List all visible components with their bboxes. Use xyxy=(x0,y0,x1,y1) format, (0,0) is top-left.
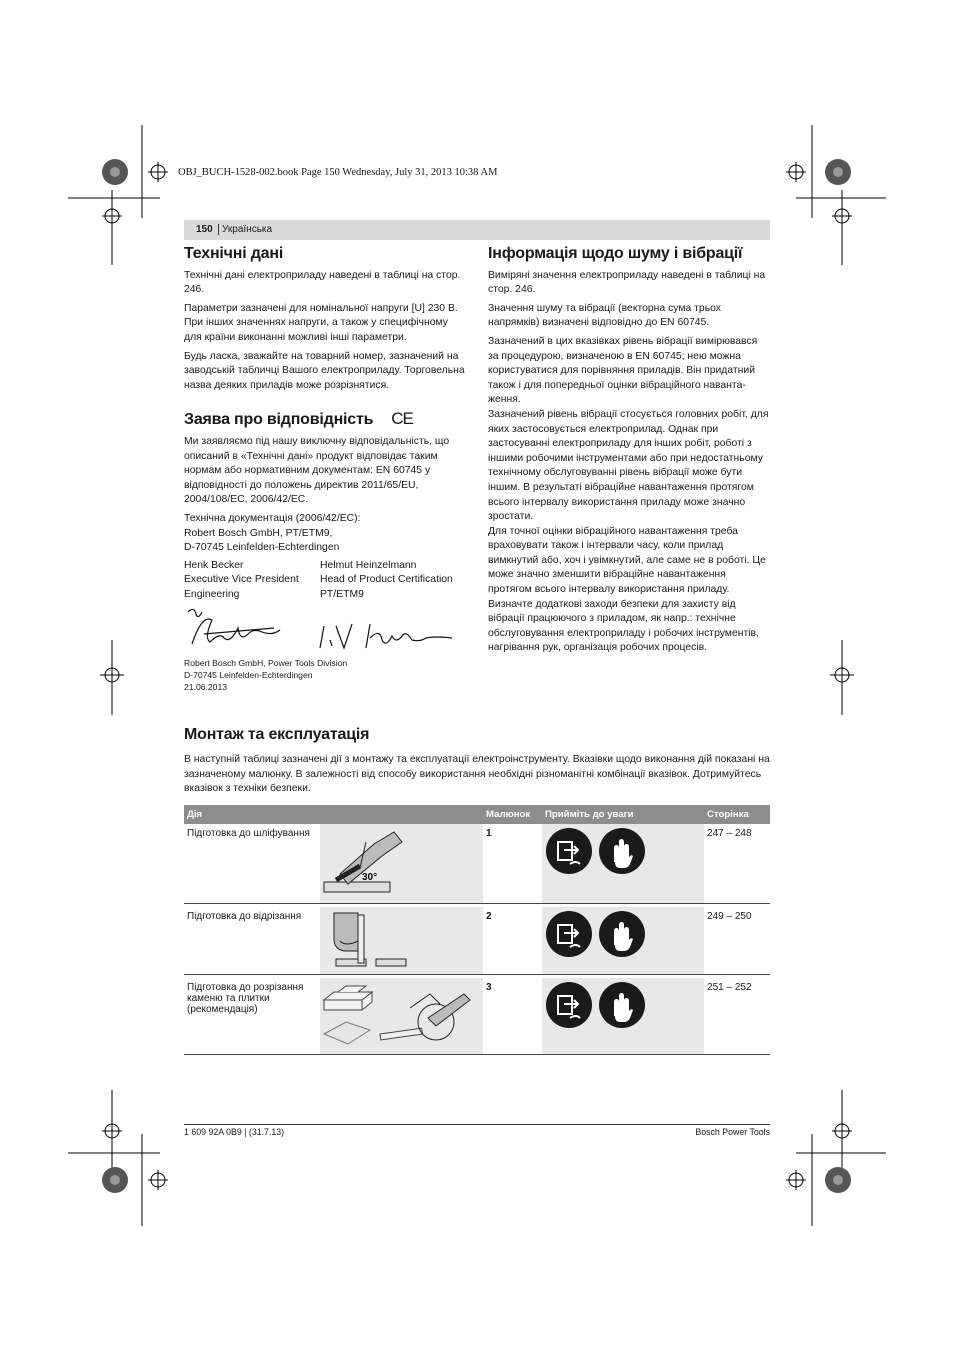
assembly-section xyxy=(184,726,770,1055)
gloves-icon xyxy=(599,911,645,957)
company-line: Robert Bosch GmbH, Power Tools Division xyxy=(184,658,348,669)
signatures-image xyxy=(184,604,466,656)
signer-line: Executive Vice President xyxy=(184,574,299,586)
conformity-paragraph: Ми заявляємо під нашу виключну відповідальність, що описаний в «Технічні дані» продукт відповідає таким нормам або нормативним документам: EN 60745 у відповідності до положень директив 2011/65/EU, 2004/108/EC, 2006/42/EC. xyxy=(184,435,450,506)
page-range-cell: 251 – 252 xyxy=(704,978,770,1055)
page-number: 150 xyxy=(196,224,213,235)
company-line: 21.06.2013 xyxy=(184,682,228,693)
tech-documentation xyxy=(184,512,466,556)
footer-right: Bosch Power Tools xyxy=(695,1127,770,1137)
gloves-icon xyxy=(599,828,645,874)
note-icons-cell xyxy=(542,907,652,975)
noise-paragraph: Зазначений рівень вібрації стосується головних робіт, для яких застосовується електроприлад. Однак при застосуванні електроприладу для інших робіт, роботі з іншими робочими інструментами або при недостатньому технічному обслуговуванні рівень вібрації може бути іншим. В результаті вібраційне навантаження протягом всього інтервалу використання приладу може значно зростати. xyxy=(488,408,769,523)
angle-label: 30° xyxy=(362,871,378,883)
gloves-icon xyxy=(599,982,645,1028)
actions-table xyxy=(184,805,770,1055)
tech-doc-line: Robert Bosch GmbH, PT/ETM9, xyxy=(184,527,333,539)
signer-line: Engineering xyxy=(184,588,240,600)
tech-doc-line: D-70745 Leinfelden-Echterdingen xyxy=(184,542,340,554)
unplug-icon xyxy=(546,911,592,957)
noise-paragraph: Зазначений в цих вказівках рівень вібрації вимірювався за процедурою, визначеною в EN 60745; нею можна користуватися для порівняння приладів. Він придатний також і для попередньої оцінки вібраційного наванта-ження. xyxy=(488,335,758,406)
unplug-icon xyxy=(546,982,592,1028)
column-header-action: Дія xyxy=(184,805,483,824)
signer-line: Henk Becker xyxy=(184,559,244,571)
conformity-heading xyxy=(184,409,466,429)
column-header-figure: Малюнок xyxy=(483,805,542,824)
assembly-intro: В наступній таблиці зазначені дії з монтажу та експлуатації електроінструменту. Вказівки щодо виконання дій показані на зазначеному малюнку. В залежності від способу використання необхідні різноманітні комбінації вказівок. Дотримуйтесь вказівок з техніки безпеки. xyxy=(184,754,770,795)
footer-left: 1 609 92A 0B9 | (31.7.13) xyxy=(184,1127,285,1137)
conformity-title: Заява про відповідність xyxy=(184,411,374,429)
page-range-cell: 247 – 248 xyxy=(704,824,770,904)
figure-number-cell: 1 xyxy=(483,824,542,904)
signer-line: Head of Product Certification xyxy=(320,574,453,586)
print-info: OBJ_BUCH-1528-002.book Page 150 Wednesday, July 31, 2013 10:38 AM xyxy=(178,167,498,178)
signer-line: PT/ETM9 xyxy=(320,588,364,600)
column-header-note: Прийміть до уваги xyxy=(542,805,704,824)
figure-number-cell: 2 xyxy=(483,907,542,975)
table-header-row xyxy=(184,805,770,824)
tech-data-paragraph: Параметри зазначені для номінальної напруги [U] 230 В. При інших значеннях напруги, а також у специфічному для країни виконанні можливі інші параметри. xyxy=(184,302,458,343)
noise-paragraph: Визначте додаткові заходи безпеки для захисту від вібрації працюючого з приладом, як напр.: технічне обслуговування електроприладу і робочих інструментів, нагрівання рук, організація робочих процесів. xyxy=(488,598,759,654)
signer-left xyxy=(184,559,320,603)
header-language: Українська xyxy=(218,224,272,235)
grinding-illustration xyxy=(320,824,480,900)
right-column xyxy=(488,247,770,660)
signer-line: Helmut Heinzelmann xyxy=(320,559,417,571)
tech-doc-line: Технічна документація (2006/42/EC): xyxy=(184,512,361,524)
note-spacer-cell xyxy=(652,824,704,904)
note-icons-cell xyxy=(542,978,652,1055)
company-block xyxy=(184,658,466,693)
figure-number-cell: 3 xyxy=(483,978,542,1055)
page-range-cell: 249 – 250 xyxy=(704,907,770,975)
figure-illustration-cell xyxy=(320,824,483,904)
ce-mark: CE xyxy=(391,409,413,429)
column-header-page: Сторінка xyxy=(704,805,770,824)
cutting-illustration xyxy=(320,907,480,971)
figure-illustration-cell xyxy=(320,907,483,975)
tech-data-heading: Технічні дані xyxy=(184,245,284,262)
page-header xyxy=(184,220,770,240)
footer-rule xyxy=(184,1124,770,1125)
assembly-heading: Монтаж та експлуатація xyxy=(184,726,370,743)
company-line: D-70745 Leinfelden-Echterdingen xyxy=(184,670,313,681)
action-cell: Підготовка до шліфування xyxy=(184,824,320,904)
noise-paragraph: Для точної оцінки вібраційного навантаження треба враховувати також і інтервали часу, коли прилад вимкнутий або, хоч і увімкнутий, але саме не в роботі. Це може значно зменшити вібраційне навантаження протягом всього інтервалу використання приладу. xyxy=(488,525,766,596)
tech-data-paragraph: Технічні дані електроприладу наведені в таблиці на стор. 246. xyxy=(184,269,461,296)
figure-illustration-cell xyxy=(320,978,483,1055)
table-row xyxy=(184,824,770,904)
note-spacer-cell xyxy=(652,978,704,1055)
signers xyxy=(184,559,466,603)
stone-cutting-illustration xyxy=(320,978,480,1051)
unplug-icon xyxy=(546,828,592,874)
table-row xyxy=(184,978,770,1055)
noise-paragraph: Виміряні значення електроприладу наведені в таблиці на стор. 246. xyxy=(488,269,766,296)
note-icons-cell xyxy=(542,824,652,904)
noise-heading: Інформація щодо шуму і вібрації xyxy=(488,245,743,262)
signer-right xyxy=(320,559,453,603)
noise-paragraph: Значення шуму та вібрації (векторна сума трьох напрямків) визначені відповідно до EN 60745. xyxy=(488,302,721,329)
note-spacer-cell xyxy=(652,907,704,975)
left-column xyxy=(184,247,466,694)
action-cell: Підготовка до розрізання каменю та плитки (рекомендація) xyxy=(184,978,320,1055)
table-row xyxy=(184,907,770,975)
action-cell: Підготовка до відрізання xyxy=(184,907,320,975)
tech-data-paragraph: Будь ласка, зважайте на товарний номер, зазначений на заводській табличці Вашого електроприладу. Торговельна назва деяких приладів може розрізнятися. xyxy=(184,350,465,391)
